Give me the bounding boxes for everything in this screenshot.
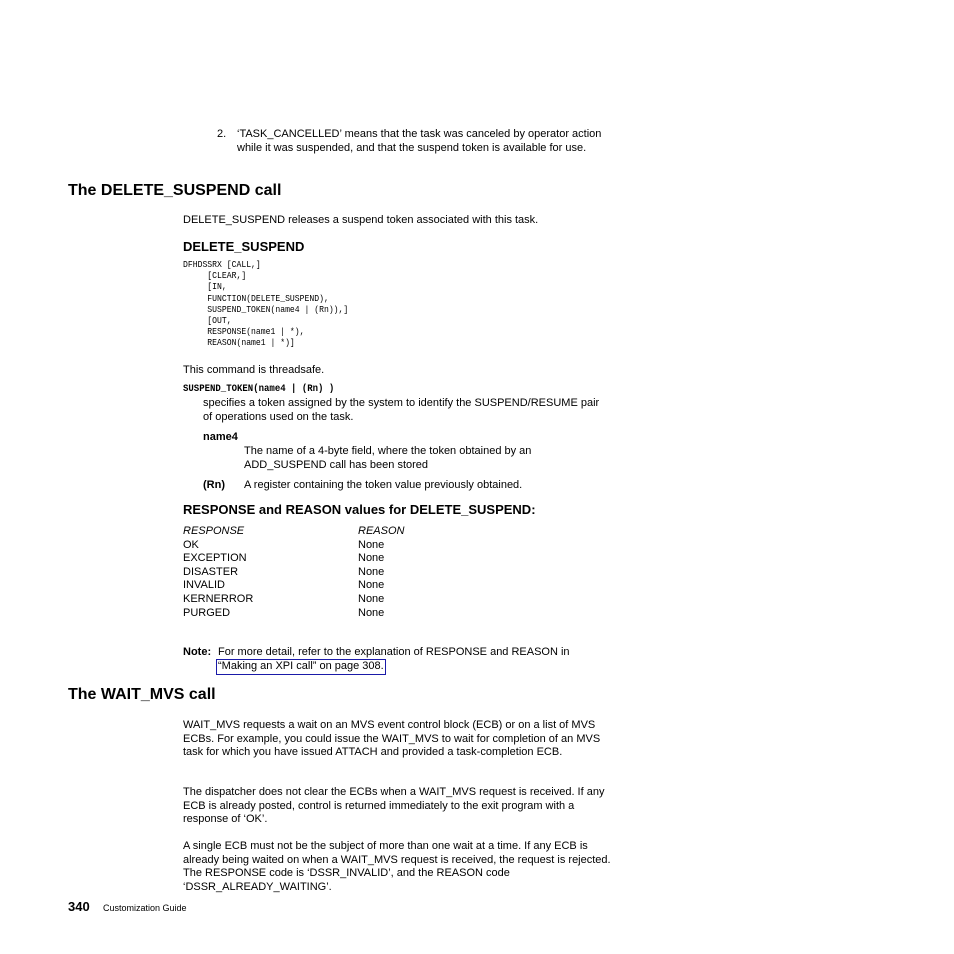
name4-term: name4 bbox=[203, 431, 238, 443]
syntax-block bbox=[183, 260, 367, 350]
note-link[interactable]: “Making an XPI call” on page 308. bbox=[216, 659, 386, 675]
page-number: 340 bbox=[68, 899, 90, 914]
param-term-suspend-token: SUSPEND_TOKEN(name4 | (Rn) ) bbox=[183, 384, 335, 395]
note-label: Note: bbox=[183, 646, 212, 658]
syntax-line: SUSPEND_TOKEN(name4 | (Rn)),] bbox=[183, 304, 349, 315]
table-cell: INVALID bbox=[183, 579, 225, 592]
table-cell: None bbox=[358, 579, 385, 592]
delete-suspend-intro: DELETE_SUSPEND releases a suspend token associated with this task. bbox=[183, 214, 539, 226]
syntax-line: DFHDSSRX [CALL,] bbox=[183, 260, 261, 270]
table-cell: None bbox=[358, 552, 385, 565]
table-cell: None bbox=[358, 538, 385, 551]
table-header: RESPONSE bbox=[183, 525, 245, 537]
book-title: Customization Guide bbox=[103, 903, 187, 913]
table-cell: OK bbox=[183, 538, 199, 551]
syntax-line: REASON(name1 | *)] bbox=[183, 338, 295, 349]
values-heading: RESPONSE and REASON values for DELETE_SUSPEND: bbox=[183, 502, 536, 517]
table-cell: KERNERROR bbox=[183, 592, 254, 605]
note-text: For more detail, refer to the explanation of RESPONSE and REASON in bbox=[218, 646, 570, 658]
wait-mvs-paragraph-1: WAIT_MVS requests a wait on an MVS event control block (ECB) or on a list of MVS ECBs. For example, you could issue the WAIT_MVS to wait for completion of an MVS task for which you have issued ATTACH and provided a task-completion ECB. bbox=[183, 719, 601, 758]
syntax-line: [CLEAR,] bbox=[183, 271, 247, 282]
wait-mvs-paragraph-3: A single ECB must not be the subject of more than one wait at a time. If any ECB is already being waited on when a WAIT_MVS request is received, the request is rejected. The RESPONSE code is ‘DSSR_INVALID’, and the REASON code ‘DSSR_ALREADY_WAITING’. bbox=[183, 840, 611, 893]
syntax-line: [OUT, bbox=[183, 316, 232, 327]
table-cell: PURGED bbox=[183, 606, 231, 619]
param-desc-suspend-token: specifies a token assigned by the system to identify the SUSPEND/RESUME pair of operations used on the task. bbox=[203, 397, 600, 423]
rn-desc: A register containing the token value previously obtained. bbox=[244, 479, 523, 491]
table-cell: EXCEPTION bbox=[183, 552, 247, 565]
list-item-text: ‘TASK_CANCELLED’ means that the task was canceled by operator action while it was suspended, and that the suspend token is available for use. bbox=[237, 128, 602, 154]
section-heading-wait-mvs: The WAIT_MVS call bbox=[68, 686, 216, 703]
response-reason-table bbox=[183, 525, 458, 620]
delete-suspend-subheading: DELETE_SUSPEND bbox=[183, 239, 305, 254]
rn-term: (Rn) bbox=[203, 479, 225, 491]
section-heading-delete-suspend: The DELETE_SUSPEND call bbox=[68, 182, 282, 199]
name4-desc: The name of a 4-byte field, where the token obtained by an ADD_SUSPEND call has been stored bbox=[244, 445, 532, 471]
wait-mvs-paragraph-2: The dispatcher does not clear the ECBs when a WAIT_MVS request is received. If any ECB is already posted, control is returned immediately to the exit program with a response of ‘OK’. bbox=[183, 786, 605, 825]
table-cell: DISASTER bbox=[183, 565, 239, 578]
table-header: REASON bbox=[358, 525, 405, 537]
list-item-number: 2. bbox=[217, 128, 227, 140]
table-cell: None bbox=[358, 565, 385, 578]
syntax-line: RESPONSE(name1 | *), bbox=[183, 327, 305, 338]
syntax-line: [IN, bbox=[183, 282, 227, 293]
syntax-line: FUNCTION(DELETE_SUSPEND), bbox=[183, 293, 329, 304]
table-cell: None bbox=[358, 606, 385, 619]
table-cell: None bbox=[358, 592, 385, 605]
threadsafe-note: This command is threadsafe. bbox=[183, 364, 325, 376]
